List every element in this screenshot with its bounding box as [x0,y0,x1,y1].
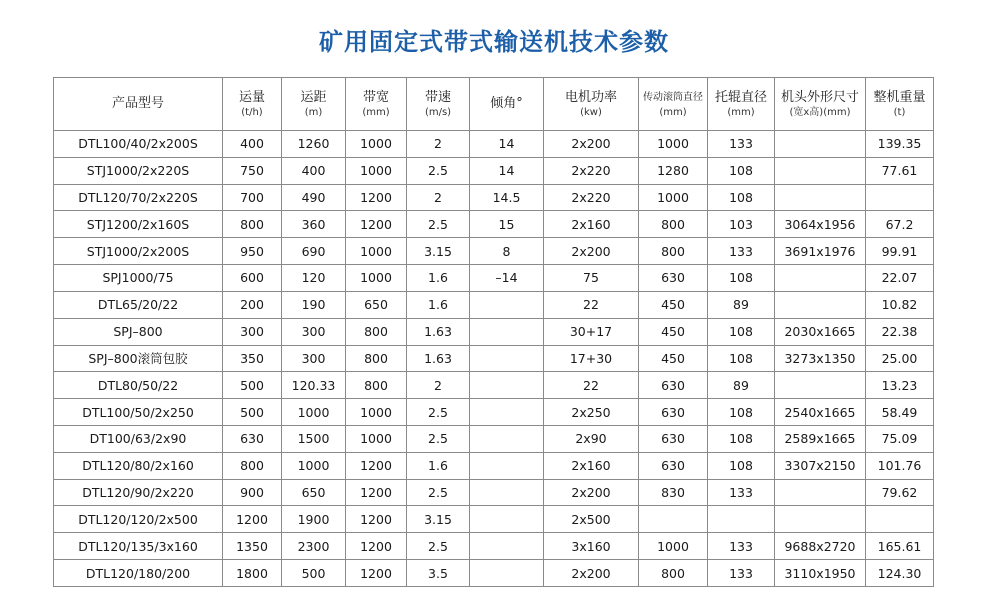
table-cell: 14 [470,131,544,158]
table-cell: STJ1000/2x220S [54,157,223,184]
table-cell: 500 [282,560,346,587]
table-cell: 2 [407,372,470,399]
table-cell: 2x200 [544,479,639,506]
table-cell: 360 [282,211,346,238]
table-cell: 1.63 [407,345,470,372]
table-cell: 300 [282,318,346,345]
header-cell: 倾角° [470,78,544,131]
table-cell: 108 [708,318,775,345]
table-cell: 1000 [639,533,708,560]
table-cell: DTL120/135/3x160 [54,533,223,560]
table-cell: 1000 [346,425,407,452]
table-cell: DT100/63/2x90 [54,425,223,452]
table-cell: 89 [708,372,775,399]
table-cell: 108 [708,425,775,452]
table-row [54,452,934,479]
header-cell: 托辊直径 (mm) [708,78,775,131]
table-cell: 2.5 [407,399,470,426]
table-row [54,372,934,399]
table-cell: 2x220 [544,157,639,184]
table-cell: 13.23 [866,372,934,399]
table-cell [470,318,544,345]
table-cell: 1000 [346,399,407,426]
table-cell: 450 [639,318,708,345]
table-cell: DTL120/90/2x220 [54,479,223,506]
table-cell: 630 [223,425,282,452]
table-cell: 3307x2150 [775,452,866,479]
table-cell: 22 [544,291,639,318]
table-cell: 77.61 [866,157,934,184]
table-cell: 200 [223,291,282,318]
table-cell: 800 [223,452,282,479]
table-cell: 2x200 [544,560,639,587]
table-cell: 15 [470,211,544,238]
table-cell: 800 [346,318,407,345]
table-cell [470,372,544,399]
table-row [54,131,934,158]
table-cell [470,399,544,426]
table-cell: 2x220 [544,184,639,211]
table-cell: 2x500 [544,506,639,533]
table-row [54,399,934,426]
table-cell: 1200 [346,184,407,211]
table-cell: 1500 [282,425,346,452]
table-cell: STJ1200/2x160S [54,211,223,238]
table-cell: SPJ1000/75 [54,265,223,292]
table-cell: 3273x1350 [775,345,866,372]
table-cell: 400 [282,157,346,184]
table-cell: 1350 [223,533,282,560]
table-cell: 133 [708,238,775,265]
table-cell: 2540x1665 [775,399,866,426]
table-cell: 1200 [346,533,407,560]
table-row [54,533,934,560]
table-cell: 3.15 [407,506,470,533]
header-cell: 带速 (m/s) [407,78,470,131]
table-cell: 9688x2720 [775,533,866,560]
table-cell: 1.6 [407,452,470,479]
table-cell: 500 [223,372,282,399]
table-cell: 2x90 [544,425,639,452]
table-row [54,345,934,372]
header-cell: 电机功率 (kw) [544,78,639,131]
table-cell: 630 [639,425,708,452]
table-cell: 133 [708,479,775,506]
table-cell: STJ1000/2x200S [54,238,223,265]
table-cell: 1000 [346,238,407,265]
table-cell: 14.5 [470,184,544,211]
table-cell: 800 [639,560,708,587]
table-cell: DTL65/20/22 [54,291,223,318]
table-cell: 900 [223,479,282,506]
table-cell [775,291,866,318]
header-cell: 产品型号 [54,78,223,131]
table-cell: 800 [639,238,708,265]
table-cell: 650 [346,291,407,318]
table-cell: SPJ–800滚筒包胶 [54,345,223,372]
header-cell: 传动滚筒直径 (mm) [639,78,708,131]
table-cell: 2.5 [407,157,470,184]
table-cell: 1800 [223,560,282,587]
page-title: 矿用固定式带式输送机技术参数 [319,28,669,56]
table-row [54,238,934,265]
table-cell: 800 [346,345,407,372]
table-cell: DTL120/120/2x500 [54,506,223,533]
table-cell: 1260 [282,131,346,158]
table-cell: 450 [639,345,708,372]
table-cell: 2.5 [407,425,470,452]
table-cell [775,131,866,158]
table-row [54,157,934,184]
table-cell: 1900 [282,506,346,533]
table-cell: 58.49 [866,399,934,426]
table-cell: 2.5 [407,211,470,238]
table-cell: 120 [282,265,346,292]
table-cell: 67.2 [866,211,934,238]
table-cell [775,372,866,399]
table-cell: 2300 [282,533,346,560]
table-cell: 8 [470,238,544,265]
table-cell: 1000 [639,131,708,158]
table-cell: 350 [223,345,282,372]
table-cell [470,291,544,318]
table-cell: 1000 [346,157,407,184]
table-cell: 79.62 [866,479,934,506]
table-cell: 190 [282,291,346,318]
table-cell: 690 [282,238,346,265]
table-cell: 800 [223,211,282,238]
table-cell: 1.6 [407,265,470,292]
table-cell: 450 [639,291,708,318]
table-cell: 2.5 [407,479,470,506]
table-cell: DTL120/70/2x220S [54,184,223,211]
table-cell: 2x200 [544,238,639,265]
table-cell [470,560,544,587]
table-cell [470,452,544,479]
table-cell [470,506,544,533]
table-cell: 2589x1665 [775,425,866,452]
table-cell: 3110x1950 [775,560,866,587]
table-cell: –14 [470,265,544,292]
table-cell: 103 [708,211,775,238]
table-cell: 700 [223,184,282,211]
table-row [54,425,934,452]
table-cell [470,425,544,452]
table-cell: 99.91 [866,238,934,265]
header-cell: 运距 (m) [282,78,346,131]
table-cell: 630 [639,452,708,479]
table-row [54,265,934,292]
table-cell: 1000 [282,452,346,479]
table-cell: 1280 [639,157,708,184]
table-cell: 490 [282,184,346,211]
header-cell: 运量 (t/h) [223,78,282,131]
table-cell: 400 [223,131,282,158]
table-cell: 25.00 [866,345,934,372]
table-cell: 1.6 [407,291,470,318]
table-cell: 133 [708,131,775,158]
table-cell: 1000 [639,184,708,211]
table-cell: 800 [346,372,407,399]
table-cell: 108 [708,184,775,211]
table-cell: 3691x1976 [775,238,866,265]
table-cell: 75 [544,265,639,292]
table-cell: 1200 [346,506,407,533]
table-row [54,318,934,345]
table-cell: 120.33 [282,372,346,399]
table-cell: 1000 [282,399,346,426]
table-cell: 22.38 [866,318,934,345]
table-cell: 139.35 [866,131,934,158]
spec-table [53,77,934,587]
table-cell: 22.07 [866,265,934,292]
table-cell: 630 [639,372,708,399]
table-cell: SPJ–800 [54,318,223,345]
table-cell [866,184,934,211]
table-row [54,479,934,506]
table-row [54,291,934,318]
table-cell: 630 [639,265,708,292]
table-cell: 124.30 [866,560,934,587]
table-cell: 650 [282,479,346,506]
table-cell: 2.5 [407,533,470,560]
table-cell: 600 [223,265,282,292]
table-cell: 1000 [346,265,407,292]
table-cell [639,506,708,533]
table-cell: DTL100/40/2x200S [54,131,223,158]
table-cell: 630 [639,399,708,426]
table-cell: DTL80/50/22 [54,372,223,399]
table-cell: 1000 [346,131,407,158]
table-cell: 165.61 [866,533,934,560]
table-cell [470,533,544,560]
table-cell [470,345,544,372]
table-cell: 750 [223,157,282,184]
table-cell: 10.82 [866,291,934,318]
table-cell [775,157,866,184]
table-cell: 89 [708,291,775,318]
table-cell: 14 [470,157,544,184]
table-cell: 1200 [346,479,407,506]
header-cell: 机头外形尺寸 (宽x高)(mm) [775,78,866,131]
table-cell: 2x160 [544,211,639,238]
table-cell: 30+17 [544,318,639,345]
table-header-row [54,78,934,131]
table-cell [775,506,866,533]
table-row [54,211,934,238]
table-cell: DTL100/50/2x250 [54,399,223,426]
table-cell: 300 [223,318,282,345]
header-cell: 带宽 (mm) [346,78,407,131]
header-cell: 整机重量 (t) [866,78,934,131]
table-cell [775,184,866,211]
table-cell: 108 [708,452,775,479]
table-cell: 300 [282,345,346,372]
table-cell: 2 [407,184,470,211]
table-cell [708,506,775,533]
table-cell [775,265,866,292]
table-cell: 1200 [346,452,407,479]
table-cell: 800 [639,211,708,238]
table-cell [470,479,544,506]
table-cell: 3.15 [407,238,470,265]
table-cell: 108 [708,399,775,426]
table-cell: 75.09 [866,425,934,452]
table-row [54,506,934,533]
table-cell: 2x200 [544,131,639,158]
table-cell: 3.5 [407,560,470,587]
table-cell: 2030x1665 [775,318,866,345]
table-cell: 17+30 [544,345,639,372]
table-cell: 101.76 [866,452,934,479]
table-cell: DTL120/80/2x160 [54,452,223,479]
table-cell: 500 [223,399,282,426]
table-cell: 1200 [346,560,407,587]
table-cell: 133 [708,560,775,587]
table-cell: 22 [544,372,639,399]
table-cell: 2x250 [544,399,639,426]
table-cell: 133 [708,533,775,560]
table-cell: 1.63 [407,318,470,345]
table-cell: 3x160 [544,533,639,560]
table-cell: 830 [639,479,708,506]
table-cell: 108 [708,157,775,184]
table-cell: 2x160 [544,452,639,479]
table-cell: DTL120/180/200 [54,560,223,587]
table-row [54,184,934,211]
table-body [54,131,934,587]
table-cell: 108 [708,345,775,372]
table-row [54,560,934,587]
table-cell: 2 [407,131,470,158]
table-cell: 1200 [223,506,282,533]
table-cell: 1200 [346,211,407,238]
table-cell [866,506,934,533]
table-cell [775,479,866,506]
table-cell: 108 [708,265,775,292]
table-cell: 950 [223,238,282,265]
table-cell: 3064x1956 [775,211,866,238]
